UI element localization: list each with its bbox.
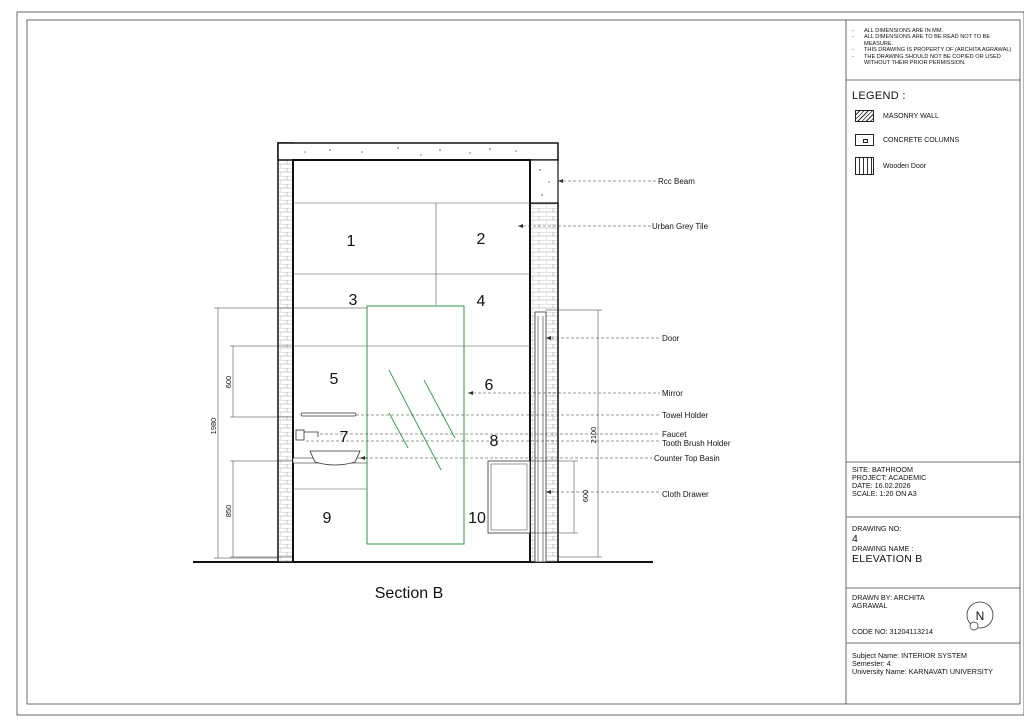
drawer-cabinet: [488, 461, 530, 533]
subject-line: Subject Name: INTERIOR SYSTEM: [852, 651, 968, 660]
note-item: - THE DRAWING SHOULD NOT BE COPIED OR USED WITHOUT THEIR PRIOR PERMISSION.: [852, 54, 1017, 67]
tile-number: 6: [484, 377, 494, 394]
north-label: N: [975, 609, 985, 623]
university-line: University Name: KARNAVATI UNIVERSITY: [852, 667, 993, 676]
note-item: - THIS DRAWING IS PROPERTY OF (ARCHITA AGRAWAL): [852, 47, 1017, 53]
legend-item-door: [855, 157, 926, 175]
drawing-no-label: DRAWING NO:: [852, 524, 902, 533]
subject-info: [852, 652, 993, 676]
faucet: [296, 430, 304, 440]
legend-label: MASONRY WALL: [883, 112, 939, 120]
dim-counter-height: 850: [224, 504, 233, 518]
tile-number: 1: [346, 233, 356, 250]
legend-item-masonry: [855, 110, 939, 122]
dim-mirror-zone: 600: [224, 375, 233, 389]
legend-title: LEGEND :: [852, 90, 906, 102]
label-tooth-brush-holder: Tooth Brush Holder: [662, 439, 731, 448]
leader-lines: [306, 181, 660, 492]
tile-number: 7: [339, 429, 349, 446]
tile-number: 9: [322, 510, 332, 527]
tile-number: 2: [476, 231, 486, 248]
note-item: - ALL DIMENSIONS ARE IN MM.: [852, 28, 1017, 34]
concrete-column-swatch: [855, 134, 874, 146]
left-wall: [278, 143, 293, 562]
mirror-reflection-lines: [389, 370, 455, 470]
drawn-by: DRAWN BY: ARCHITA AGRAWAL: [852, 593, 925, 610]
general-notes: [852, 28, 1017, 66]
legend-label: CONCRETE COLUMNS: [883, 136, 960, 144]
legend-item-columns: [855, 134, 959, 146]
tile-number: 4: [476, 293, 486, 310]
site-info: [852, 466, 926, 498]
semester-line: Semester: 4: [852, 659, 891, 668]
label-towel-holder: Towel Holder: [662, 411, 709, 420]
date-line: DATE: 16.02.2026: [852, 481, 911, 490]
drawing-name: ELEVATION B: [852, 553, 923, 565]
mirror: [367, 306, 464, 544]
dim-total-height: 1980: [209, 417, 218, 435]
rcc-column: [530, 160, 558, 203]
scale-line: SCALE: 1:20 ON A3: [852, 489, 917, 498]
dim-door-height: 2100: [589, 426, 598, 444]
tile-number: 5: [329, 371, 339, 388]
label-urban-grey-tile: Urban Grey Tile: [652, 222, 709, 231]
project-line: PROJECT: ACADEMIC: [852, 473, 927, 482]
drawing-info: [852, 525, 923, 565]
label-rcc-beam: Rcc Beam: [658, 177, 695, 186]
masonry-wall-swatch: [855, 110, 874, 122]
label-door: Door: [662, 334, 680, 343]
drawing-name-label: DRAWING NAME :: [852, 544, 914, 553]
label-mirror: Mirror: [662, 389, 683, 398]
tile-number: 10: [468, 510, 486, 527]
drawing-title: Section B: [374, 585, 444, 602]
code-no: CODE NO: 31204113214: [852, 627, 933, 636]
label-cloth-drawer: Cloth Drawer: [662, 490, 709, 499]
dim-drawer-height: 600: [581, 489, 590, 503]
tile-number: 3: [348, 292, 358, 309]
note-item: - ALL DIMENSIONS ARE TO BE READ NOT TO BE MEASURE.: [852, 34, 1017, 47]
label-counter-top-basin: Counter Top Basin: [654, 454, 720, 463]
counter-top-basin: [310, 451, 360, 465]
site-line: SITE: BATHROOM: [852, 465, 913, 474]
legend-label: Wooden Door: [883, 162, 927, 170]
wooden-door-swatch: [855, 157, 874, 175]
drawing-no: 4: [852, 533, 859, 545]
label-faucet: Faucet: [662, 430, 687, 439]
tile-number: 8: [489, 433, 499, 450]
door: [535, 312, 546, 562]
towel-holder: [301, 413, 356, 416]
